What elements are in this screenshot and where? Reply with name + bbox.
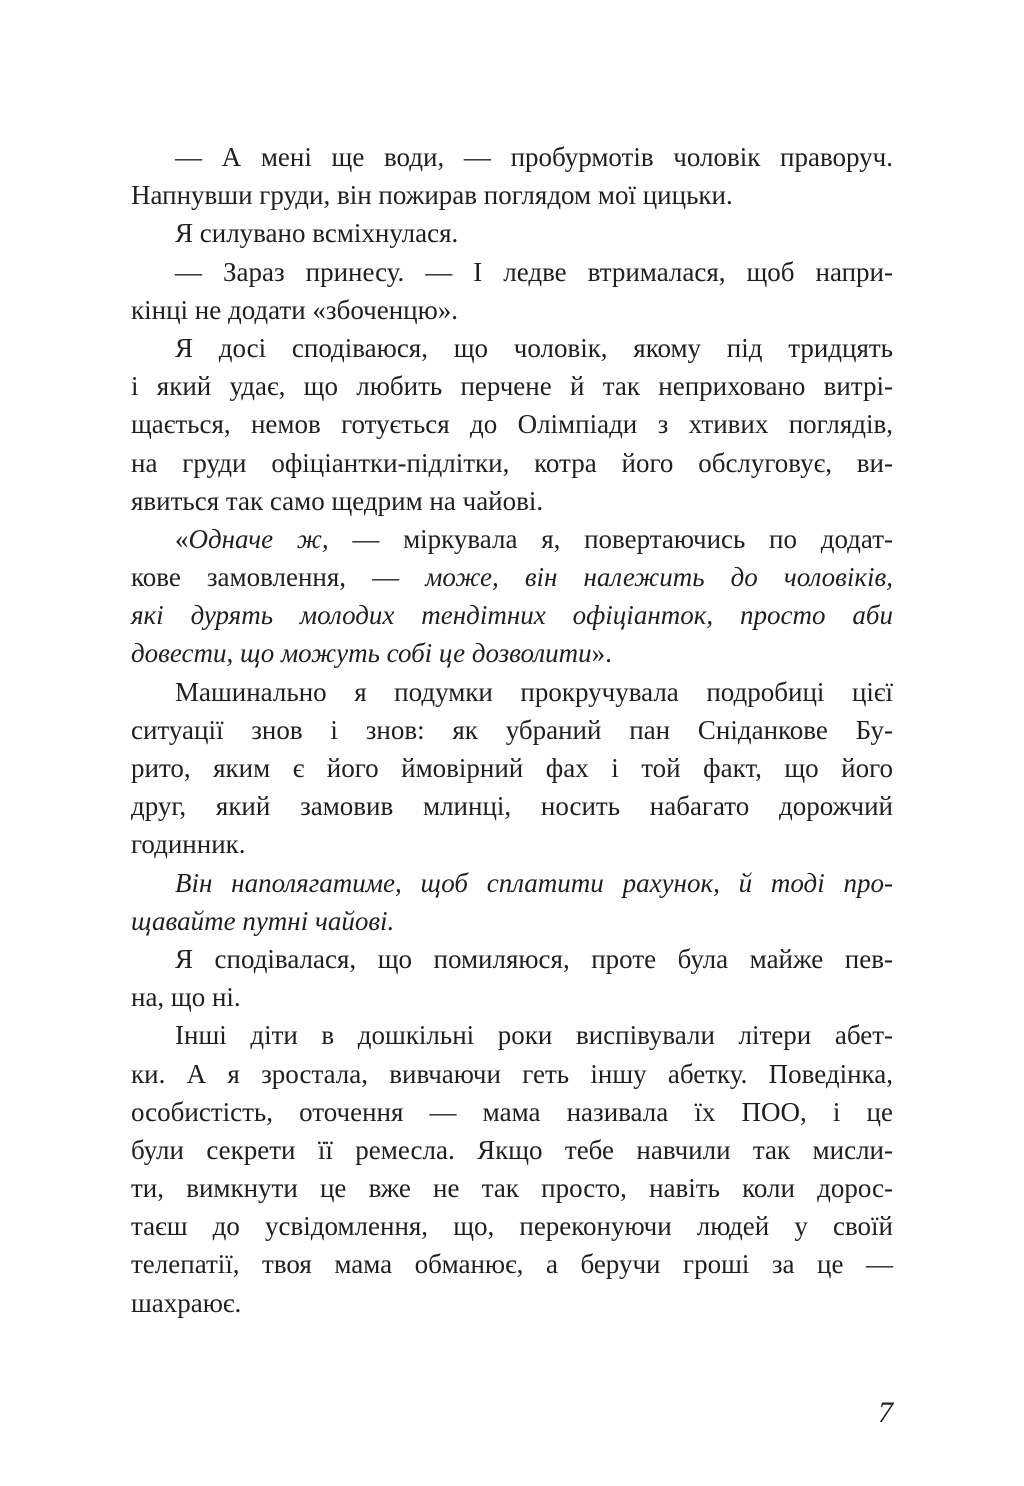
text-segment: Я досі сподіваюся, що чоловік, якому під тридцять [175,332,893,363]
text-line [131,864,893,902]
text-segment: шахраює. [131,1287,242,1318]
italic-text-segment: довести, що можуть собі це дозволити [131,638,592,669]
text-segment: ситуації знов і знов: як убраний пан Сніданкове Бу- [131,714,893,745]
text-segment: на груди офіціантки-підлітки, котра його обслуговує, ви- [131,447,893,478]
text-segment: і який удає, що любить перчене й так неприховано витрі- [131,371,893,402]
text-line [131,596,893,634]
text-line [131,940,893,978]
text-segment: кове замовлення, — [131,562,426,593]
text-segment: Напнувши груди, він пожирав поглядом мої цицьки. [131,180,733,211]
text-segment: « [175,523,189,554]
text-segment: Інші діти в дошкільні роки виспівували літери абет- [175,1020,893,1051]
text-segment: ки. А я зростала, вивчаючи геть іншу абетку. Поведінка, [131,1058,893,1089]
text-line [131,367,893,405]
text-line [131,405,893,443]
page-number: 7 [878,1396,893,1429]
text-segment: щається, немов готується до Олімпіади з хтивих поглядів, [131,409,893,440]
text-line [131,1284,893,1322]
text-line [131,482,893,520]
text-line [131,1131,893,1169]
text-line [131,1169,893,1207]
text-segment: годинник. [131,829,246,860]
text-segment: були секрети її ремесла. Якщо тебе навчили так мисли- [131,1134,893,1165]
text-line [131,520,893,558]
text-segment: телепатії, твоя мама обманює, а беручи гроші за це — [131,1249,893,1280]
text-line [131,673,893,711]
text-segment: таєш до усвідомлення, що, переконуючи людей у своїй [131,1211,893,1242]
text-segment: на, що ні. [131,982,241,1013]
text-line [131,1055,893,1093]
text-line [131,138,893,176]
text-line [131,291,893,329]
text-segment: Машинально я подумки прокручувала подробиці цієї [175,676,893,707]
italic-text-segment: які дурять молодих тендітних офіціанток, просто аби [131,600,893,631]
text-line [131,1093,893,1131]
text-segment: кінці не додати «збоченцю». [131,294,459,325]
text-segment: — Зараз принесу. — І ледве втрималася, щоб напри- [175,256,893,287]
text-line [131,444,893,482]
italic-text-segment: Він наполягатиме, щоб сплатити рахунок, й тоді про- [175,867,893,898]
text-line [131,634,893,672]
text-segment: Я силувано всміхнулася. [175,218,459,249]
text-line [131,329,893,367]
text-segment: рито, яким є його ймовірний фах і той факт, що його [131,753,893,783]
text-line [131,1207,893,1245]
italic-text-segment: Одначе ж, [188,523,329,554]
text-segment: Я сподівалася, що помиляюся, проте була майже пев- [175,943,893,974]
text-segment: ти, вимкнути це вже не так просто, навіть коли дорос- [131,1173,893,1204]
italic-text-segment: може, він належить до чоловіків, [425,562,894,593]
text-line [131,978,893,1016]
text-segment: особистість, оточення — мама називала їх ПОО, і це [131,1096,893,1127]
text-line [131,902,893,940]
text-line [131,176,893,214]
text-segment: друг, який замовив млинці, носить набагато дорожчий [131,791,893,822]
text-line [131,558,893,596]
text-line [131,749,893,787]
text-line [131,711,893,749]
text-line [131,825,893,863]
text-line [131,1016,893,1054]
text-line [131,214,893,252]
text-line [131,787,893,825]
book-page-text [131,138,893,1322]
text-segment: ». [591,638,612,669]
text-segment: явиться так само щедрим на чайові. [131,485,544,516]
text-line [131,253,893,291]
text-segment: — А мені ще води, — пробурмотів чоловік праворуч. [175,142,893,172]
italic-text-segment: щавайте путні чайові. [131,905,395,936]
text-segment: — міркувала я, повертаючись по додат- [328,523,893,554]
text-line [131,1245,893,1283]
